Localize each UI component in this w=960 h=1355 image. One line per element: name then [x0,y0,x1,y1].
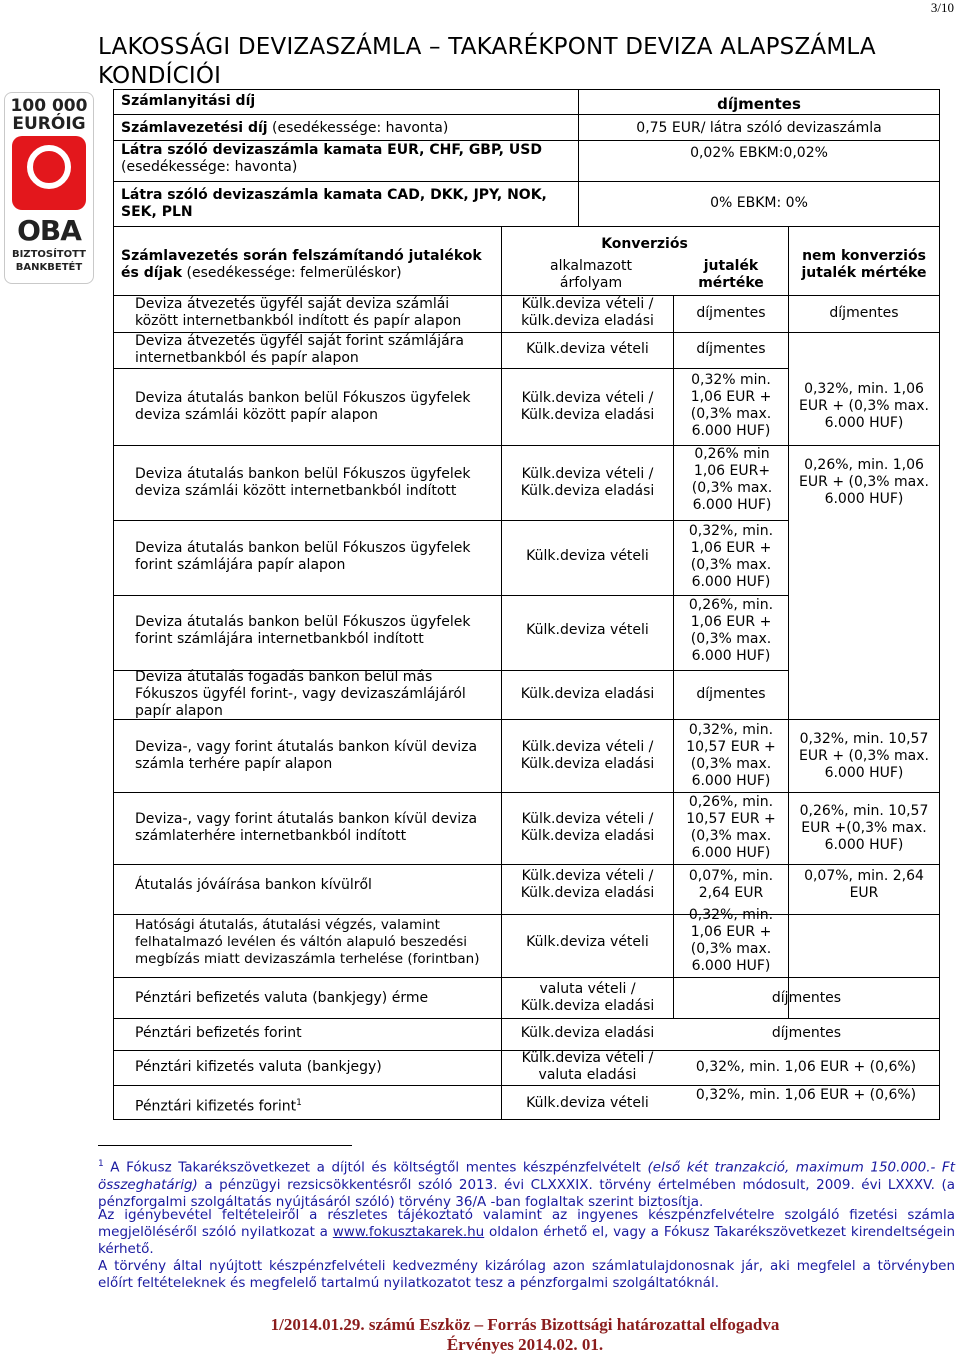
row-nonconv: 0,26%, min. 10,57 EUR +(0,3% max. 6.000 HUF) [799,803,929,853]
row-fee: 0,26% min 1,06 EUR+(0,3% max. 6.000 HUF) [691,446,773,513]
logo-amount: 100 000 [10,96,88,116]
row-rate: Külk.deviza vételi [526,341,649,357]
list-item: Deviza átutalás bankon belül Fókuszos ügyfelek deviza számlái között papír alapon [135,390,471,423]
list-item: Deviza átutalás bankon belül Fókuszos ügyfelek forint számlájára internetbankból indított [135,614,471,647]
interest-eur-label: Látra szóló devizaszámla kamata EUR, CHF, GBP, USD (esedékessége: havonta) [121,142,542,175]
conditions-table [113,89,939,1120]
list-item: Deviza átutalás bankon belül Fókuszos ügyfelek forint számlájára papír alapon [135,540,471,573]
row-rate: Külk.deviza vételi / külk.deviza eladási [521,296,654,329]
list-item: Deviza-, vagy forint átutalás bankon kívül deviza számlaterhére internetbankból indított [135,811,478,844]
row-fee: 0,32%, min. 10,57 EUR + (0,3% max. 6.000 HUF) [686,722,776,789]
fokusz-link[interactable]: www.fokusztakarek.hu [332,1224,485,1240]
row-fee: díjmentes [696,341,766,357]
logo-currency: EURÓIG [12,114,86,134]
list-item: Deviza átutalás bankon belül Fókuszos ügyfelek deviza számlái között internetbankból indított [135,466,471,499]
header-nonconv: nem konverziós jutalék mértéke [801,248,927,281]
header-konverzios: Konverziós [601,236,688,252]
row-rate: Külk.deviza vételi [526,1095,649,1111]
row-nonconv: 0,32%, min. 1,06 EUR + (0,3% max. 6.000 HUF) [799,381,929,431]
row-fee: 0,26%, min. 1,06 EUR + (0,3% max. 6.000 HUF) [688,597,774,664]
row-fee: díjmentes [696,686,766,702]
row-rate: Külk.deviza eladási [520,686,655,702]
list-item: Átutalás jóváírása bankon kívülről [135,877,372,893]
row-fee: 0,07%, min. 2,64 EUR [688,868,774,901]
row-value: 0,32%, min. 1,06 EUR + (0,6%) [695,1087,917,1103]
row-nonconv: 0,07%, min. 2,64 EUR [804,868,924,901]
footer-resolution: 1/2014.01.29. számú Eszköz – Forrás Bizottsági határozattal elfogadva [270,1315,780,1334]
row-rate: Külk.deviza vételi [526,622,649,638]
row-nonconv: 0,32%, min. 10,57 EUR + (0,3% max. 6.000 HUF) [799,731,929,781]
row-nonconv: 0,26%, min. 1,06 EUR + (0,3% max. 6.000 HUF) [799,457,929,507]
row-nonconv: díjmentes [829,305,899,321]
page-title: LAKOSSÁGI DEVIZASZÁMLA – TAKARÉKPONT DEVIZA ALAPSZÁMLA KONDÍCIÓI [98,34,876,89]
footnote-divider [98,1145,352,1146]
logo-sub1: BIZTOSÍTOTT [11,249,87,260]
logo-sub2: BANKBETÉT [15,262,83,273]
section-label: Számlavezetés során felszámítandó jutalékok és díjak (esedékessége: felmerüléskor) [121,248,482,281]
row-rate: Külk.deviza vételi / Külk.deviza eladási [520,390,655,423]
row-rate: Külk.deviza vételi / Külk.deviza eladási [520,466,655,499]
oba-ring-icon [12,136,86,210]
list-item: Deviza átvezetés ügyfél saját deviza számlái között internetbankból indított és papír alapon [135,296,462,329]
row-rate: Külk.deviza vételi [526,548,649,564]
interest-eur-value: 0,02% EBKM:0,02% [690,145,828,161]
list-item: Deviza-, vagy forint átutalás bankon kívül deviza számla terhére papír alapon [135,739,478,772]
row-value: díjmentes [771,1025,842,1041]
footer-valid: Érvényes 2014.02. 01. [446,1335,604,1354]
header-fee: jutalék mértéke [698,258,764,291]
row-rate: Külk.deviza vételi [526,934,649,950]
footnote-paragraph-2: Az igénybevétel feltételeiről a részletes tájékoztató valamint az ingyenes készpénzfelvételre szolgáló fizetési számla megjelöléséről szóló nyilatkozat a www.fokusztakarek.hu oldalon érhető el, vagy a Fókusz Takarékszövetkezet kirendeltségein kérhető. [98,1207,955,1257]
list-item: Pénztári befizetés forint [135,1025,302,1041]
footnote-paragraph-1: $^1$ A Fókusz Takarékszövetkezet a díjtól és költségtől mentes készpénzfelvételt (első két tranzakció, maximum 150.000.- Ft összeghatárig) a pénzügyi rezsicsökkentésről szóló 2013. évi CLXXXIX. törvény értelmében módosult, 2009. évi LXXXV. (a pénzforgalmi szolgáltatás nyújtásáról szóló) törvény 36/A -ban foglaltak szerint biztosítja. [98,1159,955,1210]
row-rate: Külk.deviza vételi / Külk.deviza eladási [520,811,655,844]
list-item: Pénztári kifizetés valuta (bankjegy) [135,1059,382,1075]
list-item: Hatósági átutalás, átutalási végzés, valamint felhatalmazó levélen és váltón alapuló beszedési megbízás miatt devizaszámla terhelése (forintban) [135,917,480,967]
row-rate: Külk.deviza vételi / valuta eladási [521,1050,654,1083]
row-rate: Külk.deviza eladási [520,1025,655,1041]
account-fee-value: 0,75 EUR/ látra szóló devizaszámla [636,120,882,136]
footnote-paragraph-3: A törvény által nyújtott készpénzfelvételi kedvezmény kizárólag azon számlatulajdonosnak jár, aki megfelel a törvényben előírt feltételeknek és megfelelő tartalmú nyilatkozatot tesz a pénzforgalmi szolgáltatóknál. [98,1258,955,1291]
logo-brand: OBA [17,214,81,247]
list-item: Deviza átutalás fogadás bankon belül más Fókuszos ügyfél forint-, vagy devizaszámlájáról papír alapon [135,669,466,719]
row-fee: 0,26%, min. 10,57 EUR + (0,3% max. 6.000 HUF) [686,794,776,861]
interest-cad-label: Látra szóló devizaszámla kamata CAD, DKK, JPY, NOK, SEK, PLN [121,187,547,220]
row-fee: díjmentes [696,305,766,321]
list-item: Deviza átvezetés ügyfél saját forint számlájára internetbankból és papír alapon [135,333,465,366]
row-rate: Külk.deviza vételi / Külk.deviza eladási [520,868,655,901]
row-fee: 0,32%, min. 1,06 EUR + (0,3% max. 6.000 HUF) [688,907,774,974]
list-item: Pénztári befizetés valuta (bankjegy) érme [135,990,429,1006]
opening-fee-value: díjmentes [717,95,801,113]
account-fee-label: Számlavezetési díj (esedékessége: havonta) [121,120,449,136]
interest-cad-value: 0% EBKM: 0% [710,195,808,211]
row-value: 0,32%, min. 1,06 EUR + (0,6%) [695,1059,917,1075]
list-item: Pénztári kifizetés forint$^1$ [135,1098,302,1115]
header-rate: alkalmazott árfolyam [550,258,632,291]
row-rate: valuta vételi / Külk.deviza eladási [520,981,655,1014]
opening-fee-label: Számlanyitási díj [121,93,256,109]
row-fee: 0,32%, min. 1,06 EUR + (0,3% max. 6.000 HUF) [688,523,774,590]
oba-logo [4,92,94,284]
row-value: díjmentes [771,990,842,1006]
row-fee: 0,32% min. 1,06 EUR + (0,3% max. 6.000 HUF) [690,372,772,439]
page-number: 3/10 [930,0,954,15]
row-rate: Külk.deviza vételi / Külk.deviza eladási [520,739,655,772]
